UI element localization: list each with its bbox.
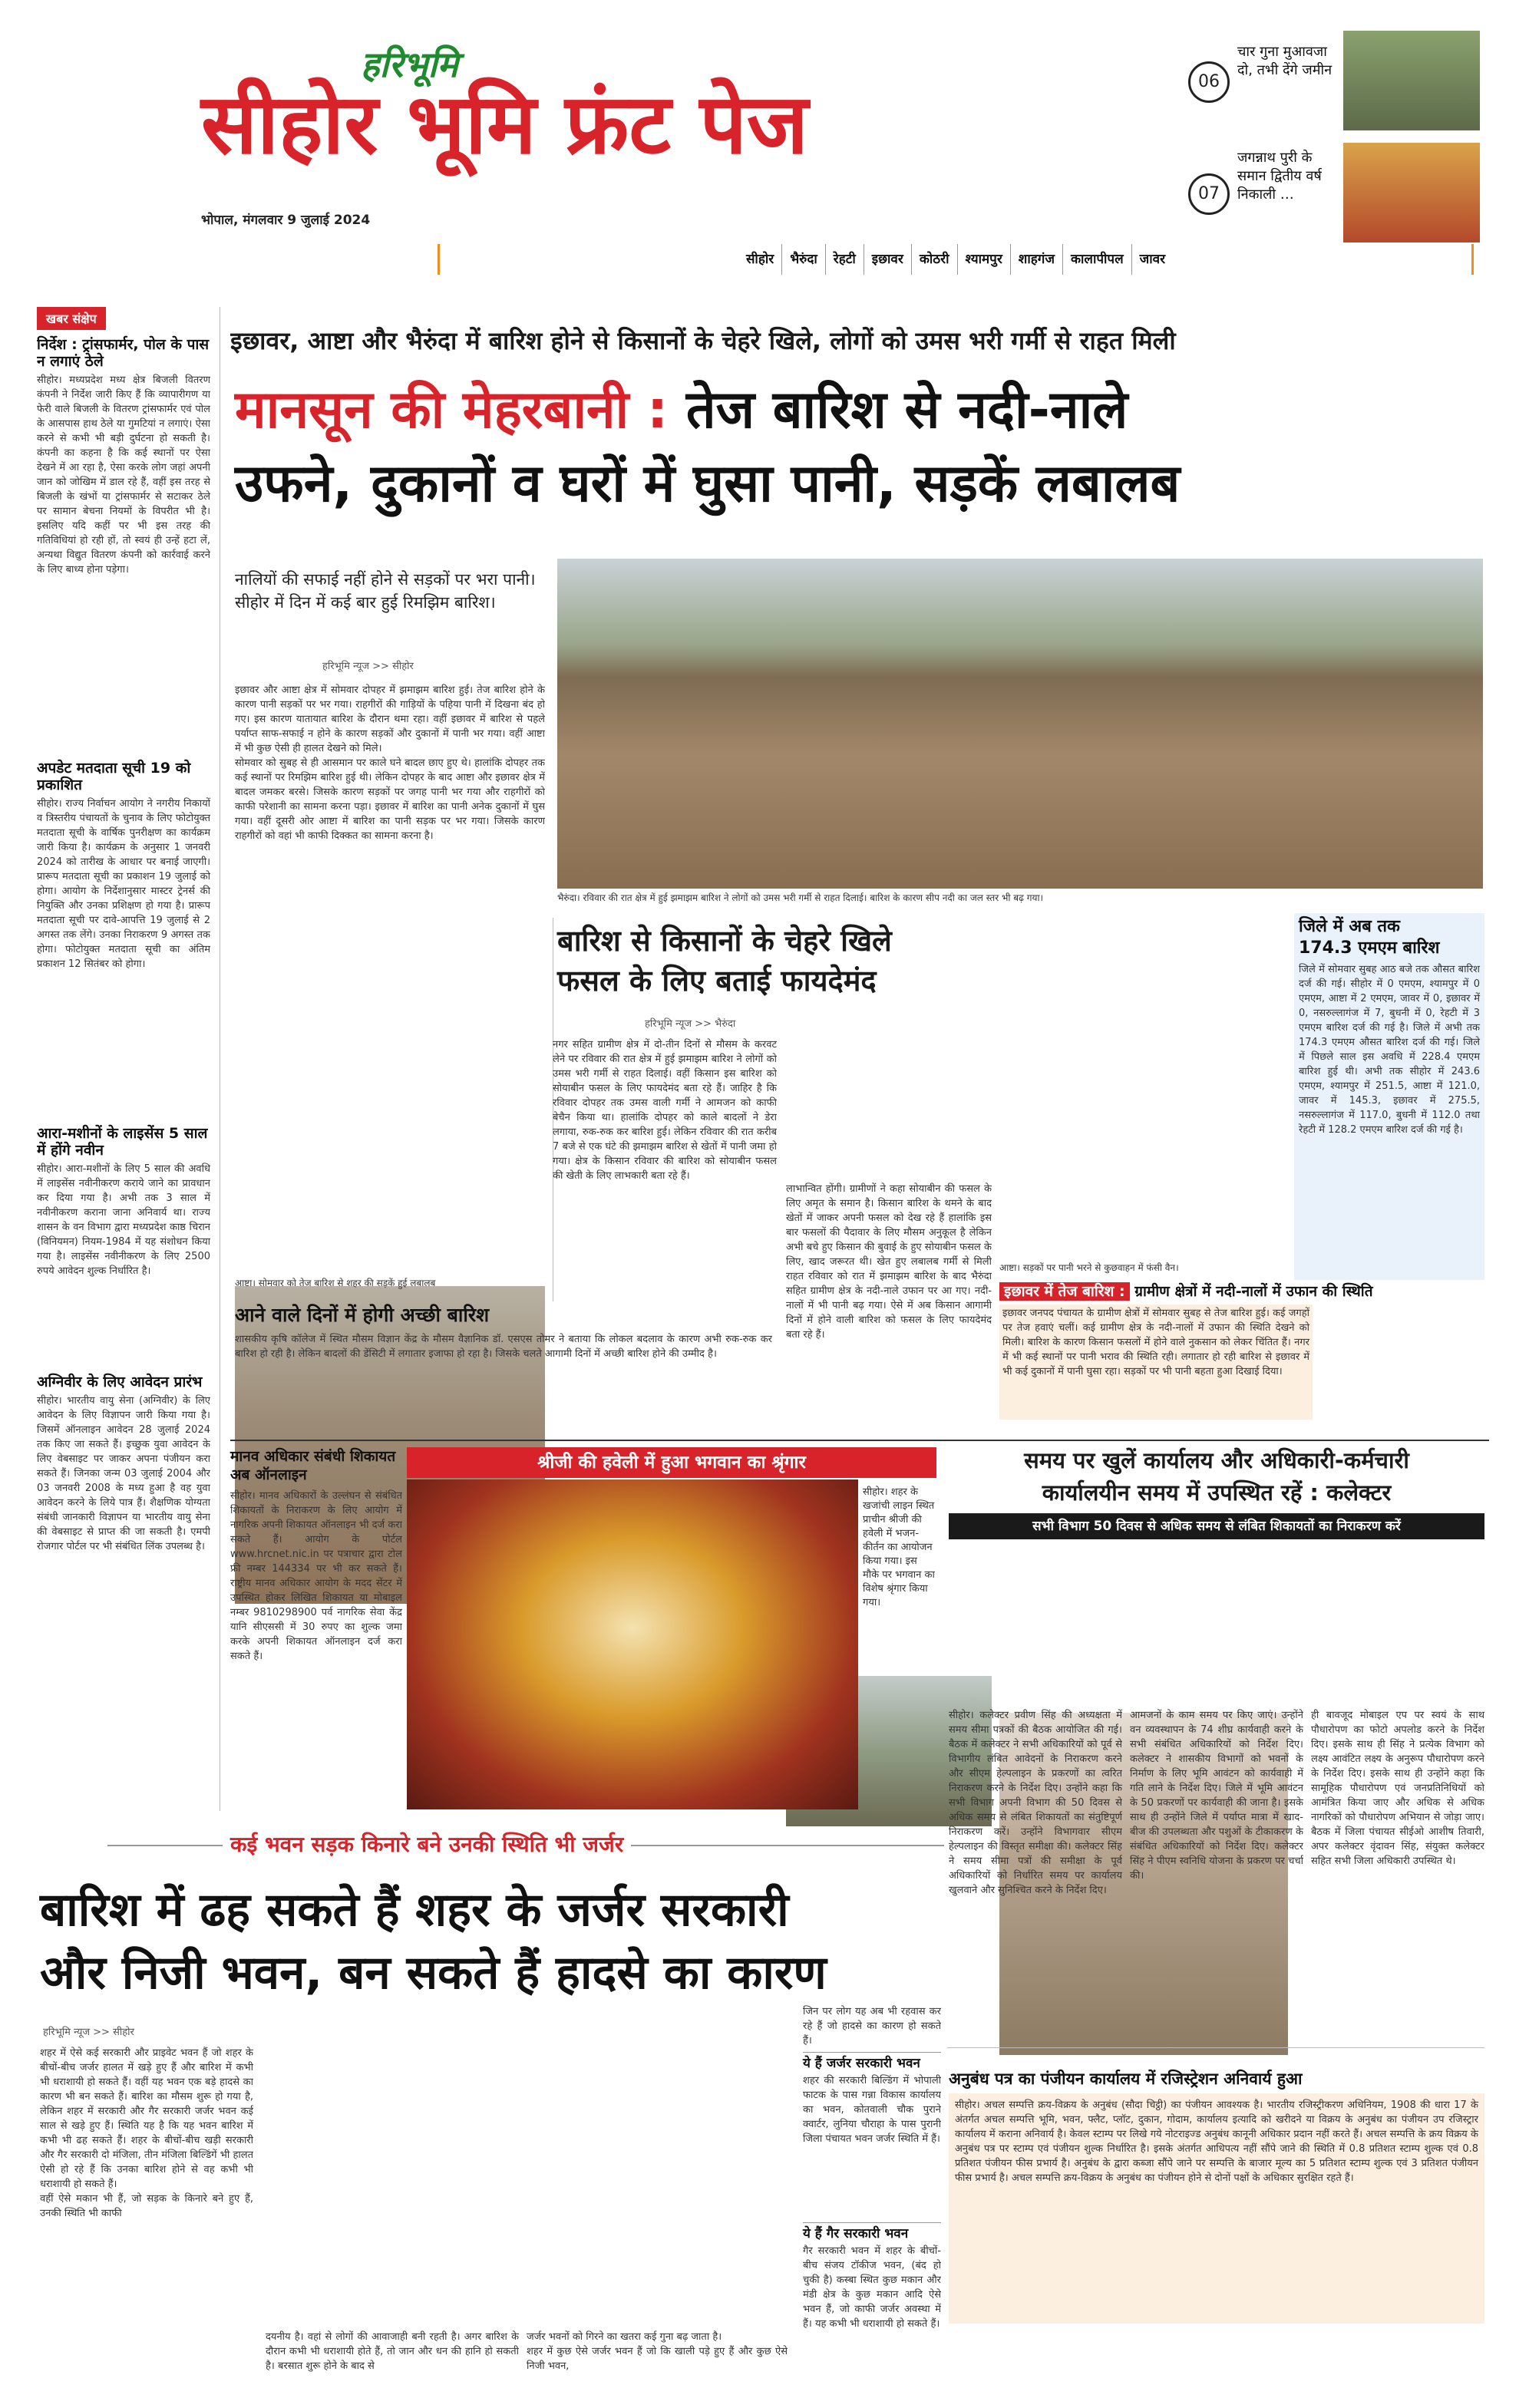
- building-subhead-2: ये हैं गैर सरकारी भवन: [803, 2222, 941, 2243]
- nav-item-kothri[interactable]: कोठरी: [912, 244, 958, 275]
- ichhawar-title: ग्रामीण क्षेत्रों में नदी-नालों में उफान की स्थिति: [1134, 1283, 1373, 1300]
- rainfall-body: जिले में सोमवार सुबह आठ बजे तक औसत बारिश दर्ज की गई। सीहोर में 0 एमएम, श्यामपुर में 0 एमएम, आष्टा में 2 एमएम, जावर में 0, इछावर में 0, नसरुल्लागंज में 7, बुधनी में 0, रेहटी में 3 एमएम बारिश दर्ज की गई है। जिले में अभी तक 174.3 एमएम औसत बारिश दर्ज की गई। जिले में पिछले साल इस अवधि में 228.4 एमएम बारिश हुई थी। अभी तक सीहोर में 243.6 एमएम, श्यामपुर में 251.5, आष्टा में 121.0, जावर में 145.3, इछावर में 275.5, नसरुल्लागंज में 117.0, बुधनी में 112.0 तथा रेहटी में 128.2 एमएम बारिश दर्ज की गई है।: [1299, 964, 1480, 1136]
- forecast-body: शासकीय कृषि कॉलेज में स्थित मौसम विज्ञान केंद्र के मौसम वैज्ञानिक डॉ. एसएस तोमर ने बताया कि लोकल बदलाव के कारण अभी रुक-रुक कर बारिश हो रही है। लेकिन बादलों की डेंसिटी में लगातार इजाफा हो रहा है। जिसके चलते आगामी दिनों में अच्छी बारिश होने की उम्मीद है।: [235, 1334, 772, 1360]
- promo-2[interactable]: [1188, 143, 1480, 246]
- nav-item-rehti[interactable]: रेहटी: [826, 244, 864, 275]
- collector-headline-line1: समय पर खुलें कार्यालय और अधिकारी-कर्मचारी: [1024, 1447, 1409, 1473]
- tehsil-nav: [438, 244, 1474, 275]
- band-rule: [230, 1440, 1489, 1441]
- shringar-caption: सीहोर। शहर के खजांची लाइन स्थित प्राचीन श्रीजी की हवेली में भजन-कीर्तन का आयोजन किया गया। इस मौके पर भगवान का विशेष श्रृंगार किया गया।: [863, 1486, 935, 1608]
- lead-standfirst: नालियों की सफाई नहीं होने से सड़कों पर भरा पानी। सीहोर में दिन में कई बार हुई रिमझिम बारिश।: [235, 570, 536, 612]
- lead-body: इछावर और आष्टा क्षेत्र में सोमवार दोपहर में झमाझम बारिश हुई। तेज बारिश होने के कारण पानी सड़कों पर भर गया। राहगीरों की गाड़ियों के पहिया पानी में दिखना बंद हो गए। इस कारण यातायात बारिश के दौरान थमा रहा। वहीं इछावर में बारिश से पहले पर्याप्त साफ-सफाई न होने के कारण सड़कों और दुकानों में पानी भर गया। वहीं आष्टा में भी कुछ ऐसी ही हालत देखने को मिले। सोमवार को सुबह से ही आसमान पर काले घने बादल छाए हुए थे। हालांकि दोपहर तक कई स्थानों पर रिमझिम बारिश हुई थी। लेकिन दोपहर के बाद आष्टा और इछावर क्षेत्र में बादल जमकर बरसे। जिसके कारण सड़कों पर जगह पानी भर गया और राहगीरों को काफी परेशानी का सामना करना पड़ा। इछावर में बारिश का पानी अनेक दुकानों में घुस गया। वहीं दूसरी ओर आष्टा में बारिश का पानी सड़क पर भर गया। जिसके कारण राहगीरों को वहां भी काफी दिक्कत का सामना करना है।: [235, 684, 545, 842]
- building-headline: [40, 1879, 946, 2004]
- shringar-block: [407, 1447, 936, 1809]
- building-body-4: जिन पर लोग यह अब भी रहवास कर रहे हैं जो हादसे का कारण हो सकते हैं।: [803, 2006, 941, 2047]
- nav-item-kalapipal[interactable]: कालापीपल: [1063, 244, 1132, 275]
- collector-headline-line2: कार्यालयीन समय में उपस्थित रहें : कलेक्टर: [1042, 1479, 1392, 1506]
- nav-item-bherunda[interactable]: भैरुंदा: [782, 244, 826, 275]
- river-photo-caption: भैरुंदा। रविवार की रात क्षेत्र में हुई झमाझम बारिश ने लोगों को उमस भरी गर्मी से राहत दिलाई। बारिश के कारण सीप नदी का जल स्तर भी बढ़ गया।: [557, 892, 1044, 903]
- shringar-photo: [407, 1479, 858, 1809]
- dateline: भोपाल, मंगलवार 9 जुलाई 2024: [201, 213, 371, 228]
- rights-body: सीहोर। मानव अधिकारों के उल्लंघन से संबंधित शिकायतों के निराकरण के लिए आयोग में नागरिक अपनी शिकायत ऑनलाइन भी दर्ज करा सकते हैं। आयोग के पोर्टल www.hrcnet.nic.in पर पत्राचार द्वारा टोल फ्री नम्बर 144334 पर भी कर सकते हैं। राष्ट्रीय मानव अधिकार आयोग के मदद सेंटर में उपस्थित होकर लिखित शिकायत या मोबाइल नम्बर 9810298900 पर्व नागरिक सेवा केंद्र यानि सीएससी में 30 रुपए का शुल्क जमा करके अपनी शिकायत ऑनलाइन दर्ज करा सकते हैं।: [230, 1490, 402, 1662]
- promo-photo: [1343, 31, 1480, 130]
- farmers-headline-line2: फसल के लिए बताई फायदेमंद: [557, 964, 877, 998]
- brief-body: सीहोर। मध्यप्रदेश मध्य क्षेत्र बिजली वितरण कंपनी ने निर्देश जारी किए हैं कि व्यापारीगण या फेरी वाले बिजली के वितरण ट्रांसफार्मर एवं पोल के आसपास हाथ ठेले या गुमटियां न लगाएं। ऐसा करने से कभी भी बड़ी दुर्घटना हो सकती है। कंपनी का कहना है कि कई स्थानों पर ऐसा देखने में आ रहा है, ऐसा करके लोग जहां अपनी जान को जोखिम में डाल रहे हैं, वहीं इस तरह से बिजली के खंभों या ट्रांसफार्मर से सटाकर ठेले पर सामान बेचना नियमों के विपरीत भी है। इसलिए यदि कहीं पर भी इस तरह की गतिविधियां हो रही हों, तो स्वयं ही उन्हें हटा लें, अन्यथा विद्युत वितरण कंपनी को कार्रवाई करने के लिए बाध्य होना पड़ेगा।: [37, 374, 210, 576]
- news-brief-sidebar: [37, 307, 210, 2041]
- building-byline: हरिभूमि न्यूज >> सीहोर: [43, 2027, 134, 2038]
- brief-headline: अग्निवीर के लिए आवेदन प्रारंभ: [37, 1374, 203, 1390]
- lead-byline: हरिभूमि न्यूज >> सीहोर: [322, 661, 414, 672]
- building-headline-line1: बारिश में ढह सकते हैं शहर के जर्जर सरकारी: [40, 1883, 789, 1937]
- lead-kicker: इछावर, आष्टा और भैरुंदा में बारिश होने से किसानों के चेहरे खिले, लोगों को उमस भरी गर्मी से राहत मिली: [230, 326, 1176, 355]
- rights-headline: मानव अधिकार संबंधी शिकायत अब ऑनलाइन: [230, 1448, 396, 1483]
- brief-item: [37, 1374, 210, 1770]
- lead-headline-line1: तेज बारिश से नदी-नाले: [685, 380, 1128, 440]
- building-kicker: कई भवन सड़क किनारे बने उनकी स्थिति भी जर्जर: [223, 1829, 631, 1860]
- brief-headline: निर्देश : ट्रांसफार्मर, पोल के पास न लगाएं ठेले: [37, 336, 210, 370]
- lead-headline-line2: उफने, दुकानों व घरों में घुसा पानी, सड़कें लबालब: [235, 454, 1181, 514]
- ichhawar-headline: [999, 1282, 1483, 1301]
- promo-number: 07: [1188, 173, 1230, 215]
- divider: [947, 2047, 1484, 2048]
- collector-col1: सीहोर। कलेक्टर प्रवीण सिंह की अध्यक्षता में समय सीमा पत्रकों की बैठक आयोजित की गई। बैठक में कलेक्टर ने सभी अधिकारियों को पूर्व से विभागीय लंबित आवेदनों के निराकरण करने और सीएम हेल्पलाइन के प्रकरणों का त्वरित निराकरण करने के निर्देश दिए। उन्होंने कहा कि सभी विभाग अपनी विभाग की 50 दिवस से अधिक समय से लंबित शिकायतों का संतुष्टिपूर्ण निराकरण करें। उन्होंने विभागवार सीएम हेल्पलाइन की विस्तृत समीक्षा की। कलेक्टर सिंह ने समय सीमा पत्रों की समीक्षा के पूर्व अधिकारियों को निर्धारित समय पर कार्यालय खुलवाने और सुनिश्चित करने के निर्देश दिए।: [949, 1710, 1122, 1896]
- promo-number: 06: [1188, 61, 1230, 103]
- building-body: शहर में ऐसे कई सरकारी और प्राइवेट भवन हैं जो शहर के बीचों-बीच जर्जर हालत में खड़े हुए हैं और बारिश में कभी भी धराशायी हो सकते हैं। वहीं यह भवन एक बड़े हादसे का कारण भी बन सकते हैं। बारिश का मौसम शुरू हो गया है, लेकिन शहर में सरकारी और गैर सरकारी जर्जर भवन कई साल से खड़े हुए हैं। स्थिति यह है कि यह भवन बारिश में कभी भी ढह सकते हैं। शहर के बीचों-बीच खड़ी सरकारी और गैर सरकारी दो मंजिला, तीन मंजिला बिल्डिंगें भी हालत ऐसी हो रहे हैं कि उनका बारिश होने से वह कभी भी धराशायी हो सकते हैं। वहीं ऐसे मकान भी हैं, जो सड़क के किनारे बने हुए हैं, उनकी स्थिति भी काफी: [40, 2047, 253, 2219]
- building-subhead-1: ये हैं जर्जर सरकारी भवन: [803, 2052, 941, 2073]
- farmers-byline: हरिभूमि न्यूज >> भैरुंदा: [645, 1018, 736, 1030]
- brief-headline: अपडेट मतदाता सूची 19 को प्रकाशित: [37, 760, 191, 793]
- sidebar-label: खबर संक्षेप: [37, 307, 106, 330]
- farmers-body: नगर सहित ग्रामीण क्षेत्र में दो-तीन दिनों से मौसम के करवट लेने पर रविवार की रात क्षेत्र में हुई झमाझम बारिश ने लोगों को उमस भरी गर्मी से राहत दिलाई। वहीं किसान इस बारिश को सोयाबीन फसल के लिए फायदेमंद बता रहे हैं। जाहिर है कि रविवार दोपहर तक उमस वाली गर्मी ने आमजन को काफी बेचैन किया था। हालांकि दोपहर को काले बादलों ने डेरा लगाया, रुक-रुक कर बारिश हुई। लेकिन रविवार की रात करीब 7 बजे से एक घंटे की झमाझम बारिश से खेतों में पानी जमा हो गया। क्षेत्र के किसान रविवार की बारिश को सोयाबीन फसल की खेती के लिए लाभकारी बता रहे हैं।: [553, 1039, 777, 1182]
- collector-col2: आमजनों के काम समय पर किए जाएं। उन्होंने वन व्यवस्थापन के 74 शीघ्र कार्यवाही करने के सभी संबंधित अधिकारियों को निर्देश दिए। कलेक्टर ने शासकीय विभागों को भवनों के निर्माण के लिए भूमि आवंटन को कार्यवाही में गति लाने के निर्देश दिए। जिले में भूमि आवंटन के 50 प्रकरणों पर कार्यवाही की जाना है। इसके साथ ही उन्होंने जिले में पर्याप्त मात्रा में खाद-बीज की उपलब्धता और पशुओं के टीकाकरण के संबंधित अधिकारियों को निर्देश दिए। कलेक्टर सिंह ने पीएम स्वनिधि योजना के प्रकरण पर चर्चा की।: [1130, 1710, 1303, 1882]
- lead-headline-red: मानसून की मेहरबानी :: [235, 380, 669, 440]
- promo-photo: [1343, 143, 1480, 242]
- brief-body: सीहोर। आरा-मशीनों के लिए 5 साल की अवधि में लाइसेंस नवीनीकरण कराये जाने का प्रावधान कर दिया गया है। अभी तक 3 साल में नवीनीकरण कराना जाना अनिवार्य था। राज्य शासन के वन विभाग द्वारा मध्यप्रदेश काष्ठ चिरान (विनियमन) नियम-1984 में यह संशोधन किया गया है। लाइसेंस नवीनीकरण के लिए 2500 रुपये आवेदन शुल्क निर्धारित है।: [37, 1163, 210, 1277]
- brief-headline: आरा-मशीनों के लाइसेंस 5 साल में होंगे नवीन: [37, 1125, 208, 1159]
- collector-headline: [944, 1444, 1489, 1509]
- lead-headline: [235, 379, 1494, 556]
- building-headline-line2: और निजी भवन, बन सकते हैं हादसे का कारण: [40, 1946, 827, 2000]
- promo-text: चार गुना मुआवजा दो, तभी देंगे जमीन: [1237, 44, 1333, 78]
- nav-item-ichhawar[interactable]: इछावर: [864, 244, 912, 275]
- rainfall-headline-1: जिले में अब तक: [1299, 917, 1400, 936]
- ichhawar-body: इछावर जनपद पंचायत के ग्रामीण क्षेत्रों में सोमवार सुबह से तेज बारिश हुई। कई जगहों पर तेज हवाएं चलीं। कई ग्रामीण क्षेत्र के नदी-नालों में उफान की स्थिति देखने को मिली। बारिश के कारण किसान फसलों में होने वाले नुकसान को लेकर चिंतित हैं। नगर में भी कई स्थानों पर पानी भराव की स्थिति रही। लगातार हो रही बारिश से इछावर में भी कई दुकानों में पानी घुसा रहा। सड़कों पर भी पानी बहता हुआ दिखाई दिया।: [999, 1305, 1313, 1420]
- farmers-body-2: लाभान्वित होंगी। ग्रामीणों ने कहा सोयाबीन की फसल के लिए अमृत के समान है। किसान बारिश के थमने के बाद खेतों में जाकर अपनी फसल को देख रहे हैं हालांकि इस बार फसलों की पैदावार के लिए मौसम अनुकूल है लेकिन अभी बचे हुए किसान की बुवाई के हुए सोयाबीन फसल के लिए, खाद जरूरत थी। खेत हुए लबालब गर्मी से मिली राहत रविवार को रात में झमाझम बारिश के बाद भैरुंदा सहित ग्रामीण क्षेत्र के नदी-नाले उफान पर आ गए। नदी-नालों में भी पानी बढ़ गया। ऐसे में अब किसान आगामी दिनों में होने वाली बारिश को फसल के लिए फायदेमंद बता रहे हैं।: [786, 1183, 992, 1341]
- farmers-headline-line1: बारिश से किसानों के चेहरे खिले: [557, 924, 892, 958]
- masthead: [0, 0, 1529, 267]
- registry-headline: अनुबंध पत्र का पंजीयन कार्यालय में रजिस्ट्रेशन अनिवार्य हुआ: [949, 2070, 1303, 2088]
- registry-body: सीहोर। अचल सम्पत्ति क्रय-विक्रय के अनुबंध (सौदा चिट्ठी) का पंजीयन आवश्यक है। भारतीय रजिस्ट्रीकरण अधिनियम, 1908 की धारा 17 के अंतर्गत अचल सम्पत्ति भूमि, भवन, फ्लैट, प्लॉट, दुकान, गोदाम, कार्यालय इत्यादि को खरीदने या विक्रय के अनुबंध का पंजीयन उप रजिस्ट्रार कार्यालय में कराना अनिवार्य है। केवल स्टाम्प पर लिखे गये नोटराइज्ड अनुबंध कानूनी अधिकार प्रदान नहीं करते हैं। अचल सम्पत्ति के क्रय विक्रय के अनुबंध पत्र पर स्टाम्प एवं पंजीयन शुल्क निर्धारित है। इसके अंतर्गत आधिपत्य नहीं सौंपे जाने की स्थिति में 0.8 प्रतिशत स्टाम्प शुल्क एवं 0.8 प्रतिशत पंजीयन फीस प्रभार्य है। अनुबंध के द्वारा कब्जा सौंपे जाने पर सम्पत्ति के बाजार मूल्य का 5 प्रतिशत स्टाम्प शुल्क एवं 3 प्रतिशत पंजीयन फीस प्रभार्य है। अचल सम्पत्ति क्रय-विक्रय के अनुबंध का पंजीयन होने से दोनों पक्षों के अधिकार सुरक्षित रहते हैं।: [949, 2093, 1484, 2324]
- forecast-headline: आने वाले दिनों में होगी अच्छी बारिश: [235, 1304, 490, 1326]
- brief-item: [37, 1125, 210, 1366]
- collector-col3: ही बावजूद मोबाइल एप पर स्वयं के साथ पौधारोपण का फोटो अपलोड करने के निर्देश दिए। इसके साथ ही सिंह ने प्रत्येक विभाग को लक्ष्य आवंटित लक्ष्य के अनुरूप पौधारोपण करने के निर्देश दिए। इसके साथ ही उन्होंने कहा कि सामूहिक पौधारोपण एवं जनप्रतिनिधियों को आमंत्रित किया जाए और अधिक से अधिक नागरिकों को पौधारोपण अभियान से जोड़ा जाए। बैठक में जिला पंचायत सीईओ आशीष तिवारी, अपर कलेक्टर वृंदावन सिंह, संयुक्त कलेक्टर सहित सभी जिला अधिकारी उपस्थित थे।: [1311, 1710, 1484, 1867]
- building-body-2: दयनीय है। वहां से लोगों की आवाजाही बनी रहती है। अगर बारिश के दौरान कभी भी धराशायी होते हैं, तो जान और धन की हानि हो सकती है। बरसात शुरू होने के बाद से: [266, 2331, 519, 2372]
- shringar-headline: श्रीजी की हवेली में हुआ भगवान का श्रृंगार: [407, 1447, 936, 1478]
- nav-item-shyampur[interactable]: श्यामपुर: [958, 244, 1011, 275]
- rainfall-headline-2: 174.3 एमएम बारिश: [1299, 938, 1440, 958]
- nav-item-sehore[interactable]: सीहोर: [738, 244, 782, 275]
- brief-body: सीहोर। भारतीय वायु सेना (अग्निवीर) के लिए आवेदन के लिए विज्ञापन जारी किया गया है। जिसमें ऑनलाइन आवेदन 28 जुलाई 2024 तक किए जा सकते हैं। इच्छुक युवा आवेदन के लिए वेबसाइट पर जाकर अपना पंजीयन करा सकते हैं। जिनका जन्म 03 जुलाई 2004 और 03 जनवरी 2008 के मध्य हुआ है वह युवा आवेदन करने के लिये पात्र हैं। शैक्षणिक योग्यता संबंधी जानकारी विज्ञापन या भारतीय वायु सेना की वेबसाइट से प्राप्त की जा सकती है। एमपी रोजगार पोर्टल पर भी संबंधित लिंक उपलब्ध है।: [37, 1395, 210, 1552]
- brief-item: [37, 336, 210, 752]
- street-flood-caption: आष्टा। सोमवार को तेज बारिश से शहर की सड़कें हुई लबालब: [235, 1278, 436, 1288]
- brief-item: [37, 760, 210, 1117]
- building-sub2-body: गैर सरकारी भवन में शहर के बीचों-बीच संजय टॉकीज भवन, (बंद हो चुकी है) कस्बा स्थित कुछ मकान और मंडी क्षेत्र के कुछ मकान आदि ऐसे भवन हैं, जो काफी जर्जर अवस्था में हैं। यह कभी भी धराशायी हो सकते हैं।: [803, 2245, 941, 2330]
- building-body-3: जर्जर भवनों को गिरने का खतरा कई गुना बढ़ जाता है। शहर में कुछ ऐसे जर्जर भवन हैं जो कि खाली पड़े हुए हैं और कुछ ऐसे निजी भवन,: [527, 2331, 788, 2372]
- farmers-headline: [557, 921, 987, 1001]
- brief-body: सीहोर। राज्य निर्वाचन आयोग ने नगरीय निकायों व त्रिस्तरीय पंचायतों के चुनाव के लिए फोटोयुक्त मतदाता सूची के वार्षिक पुनरीक्षण का कार्यक्रम जारी किया है। कार्यक्रम के अनुसार 1 जनवरी 2024 को तारीख के आधार पर बनाई जाएगी। प्रारूप मतदाता सूची का प्रकाशन 19 जुलाई को होगा। आयोग के निर्देशानुसार मास्टर ट्रेनर्स की नियुक्ति और उनका प्रशिक्षण हो गया है। प्रारूप मतदाता सूची पर दावे-आपत्ति 19 जुलाई से 2 अगस्त तक लेंगे। उनका निराकरण 9 अगस्त तक होगा। फोटोयुक्त मतदाता सूची का अंतिम प्रकाशन 12 सितंबर को होगा।: [37, 798, 210, 970]
- collector-banner: सभी विभाग 50 दिवस से अधिक समय से लंबित शिकायतों का निराकरण करें: [949, 1513, 1484, 1539]
- brand-logo: हरिभूमि: [361, 44, 458, 85]
- nav-item-jawar[interactable]: जावर: [1139, 252, 1166, 267]
- ichhawar-tag: इछावर में तेज बारिश :: [999, 1282, 1130, 1301]
- river-photo: [557, 559, 1483, 889]
- promo-1[interactable]: [1188, 31, 1480, 134]
- rainfall-box: [1294, 913, 1484, 1280]
- building-sub1-body: शहर की सरकारी बिल्डिंग में भोपाली फाटक के पास गन्ना विकास कार्यालय का भवन, कोतवाली चौक पुराने क्वार्टर, लुनिया चौराहा के पास पुरानी जिला पंचायत भवन जर्जर स्थिति में हैं।: [803, 2075, 941, 2145]
- promo-text: जगन्नाथ पुरी के समान द्वितीय वर्ष निकाली …: [1237, 150, 1322, 203]
- nav-item-shahganj[interactable]: शाहगंज: [1011, 244, 1063, 275]
- van-photo-caption: आष्टा। सड़कों पर पानी भरने से कुछवाहन में फंसी वैन।: [999, 1262, 1179, 1273]
- page-title: सीहोर भूमि फ्रंट पेज: [201, 76, 808, 173]
